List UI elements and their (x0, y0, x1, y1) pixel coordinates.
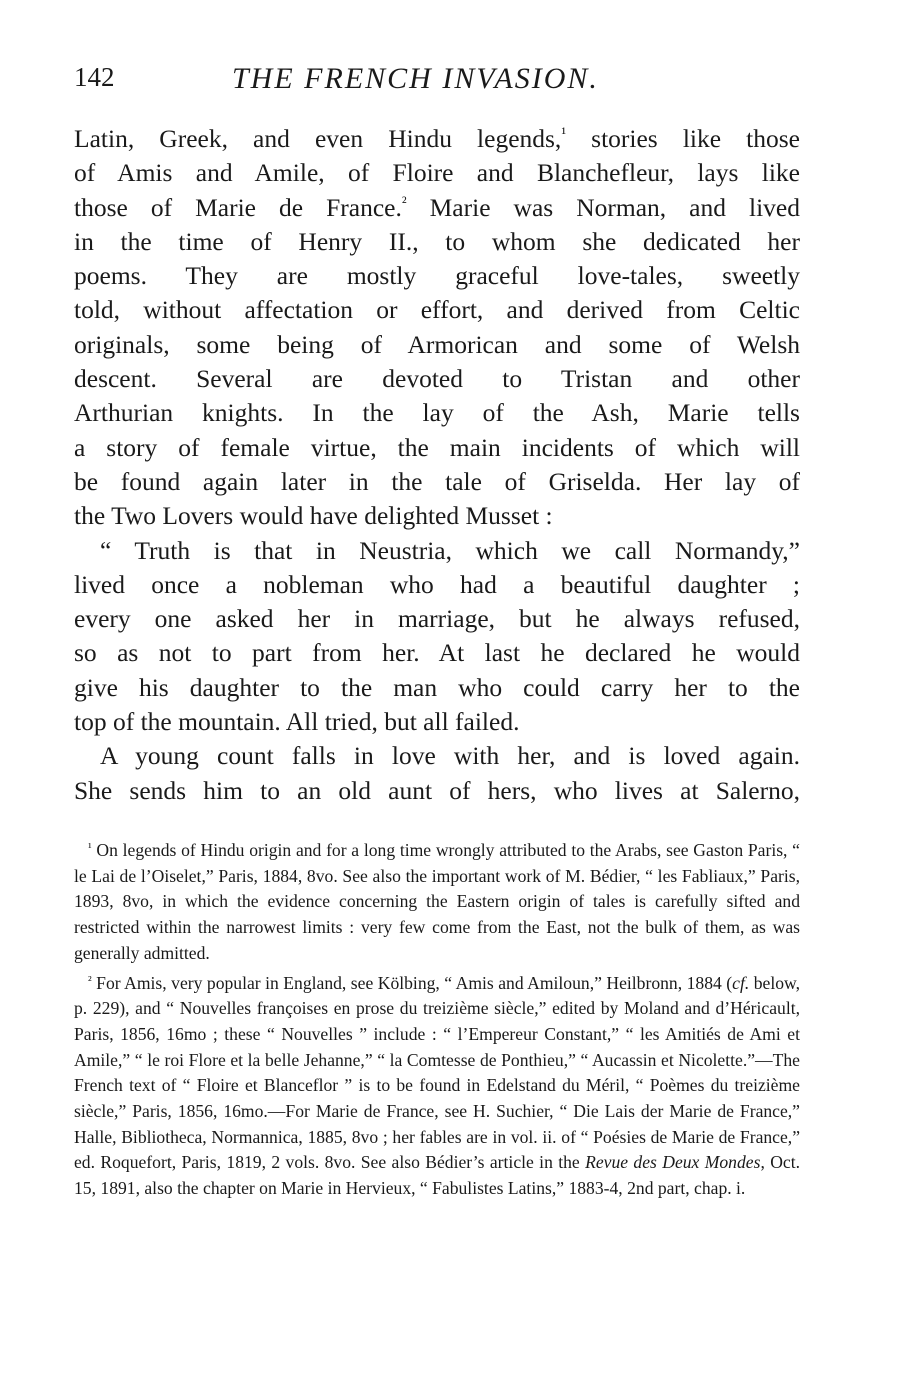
text-line: told, without affectation or effort, and derived from Celtic (74, 295, 800, 325)
text-line: a story of female virtue, the main incidents of which will (74, 432, 800, 462)
text-line: every one asked her in marriage, but he always refused, (74, 604, 800, 634)
text-line: top of the mountain. All tried, but all failed. (74, 707, 520, 737)
running-title: THE FRENCH INVASION. (232, 62, 599, 95)
text-line: A young count falls in love with her, and is loved again. (100, 741, 800, 771)
footnote-1: $^{^1}$ On legends of Hindu origin and for a long time wrongly attributed to the Arabs, see Gaston Paris, “ le Lai de l’Oiselet,” Paris, 1884, 8vo. See also the important work of M. Bédier, “ les Fabliaux,” Paris, 1893, 8vo, in which the evidence concerning the Eastern origin of tales is carefully sifted and restricted within the narrowest limits : very few come from the East, not the bulk of them, as was generally admitted. (74, 840, 800, 963)
footnote-mark: ¹ (88, 840, 92, 855)
text-line: be found again later in the tale of Griselda. Her lay of (74, 466, 800, 496)
footnote-ref: ² (401, 193, 407, 211)
text-line: give his daughter to the man who could carry her to the (74, 672, 800, 702)
text-line: poems. They are mostly graceful love-tales, sweetly (74, 261, 800, 291)
body-text (74, 122, 800, 808)
text-line: “ Truth is that in Neustria, which we call Normandy,” (100, 535, 800, 565)
text-line: descent. Several are devoted to Tristan and other (74, 364, 800, 394)
text-line: those of Marie de France.$^{^2}$ Marie was Norman, and lived (74, 192, 800, 222)
text-line: Arthurian knights. In the lay of the Ash, Marie tells (74, 398, 800, 428)
text-line: lived once a nobleman who had a beautiful daughter ; (74, 569, 800, 599)
text-line: so as not to part from her. At last he declared he would (74, 638, 800, 668)
text-line: Latin, Greek, and even Hindu legends,$^{^1}$ stories like those (74, 124, 800, 153)
text-line: of Amis and Amile, of Floire and Blanchefleur, lays like (74, 158, 800, 188)
journal-title: Revue des Deux Mondes (585, 1152, 761, 1173)
text-line: originals, some being of Armorican and some of Welsh (74, 329, 800, 359)
text-line: in the time of Henry II., to whom she dedicated her (74, 226, 800, 256)
footnote-mark: ² (88, 973, 92, 988)
footnote-2: $^{^2}$ For Amis, very popular in England, see Kölbing, “ Amis and Amiloun,” Heilbronn, 1884 (cf. below, p. 229), and “ Nouvelles françoises en prose du treizième siècle,” edited by Moland and d’Héricault, Paris, 1856, 16mo ; these “ Nouvelles ” include : “ l’Empereur Constant,” “ les Amitiés de Ami et Amile,” “ le roi Flore et la belle Jehanne,” “ la Comtesse de Ponthieu,” “ Aucassin et Nicolette.”—The French text of “ Floire et Blanceflor ” is to be found in Edelstand du Méril, “ Poèmes du treizième siècle,” Paris, 1856, 16mo.—For Marie de France, see H. Suchier, “ Die Lais der Marie de France,” Halle, Bibliotheca, Normannica, 1885, 8vo ; her fables are in vol. ii. of “ Poésies de Marie de France,” ed. Roquefort, Paris, 1819, 2 vols. 8vo. See also Bédier’s article in the Revue des Deux Mondes, Oct. 15, 1891, also the chapter on Marie in Hervieux, “ Fabulistes Latins,” 1883-4, 2nd part, chap. i. (74, 972, 801, 1199)
italic-cf: cf. (732, 972, 750, 993)
footnote-ref: ¹ (561, 125, 567, 143)
footnotes (74, 838, 800, 1202)
text-line: the Two Lovers would have delighted Musset : (74, 501, 553, 531)
text-line: She sends him to an old aunt of hers, who lives at Salerno, (74, 775, 800, 805)
page-number: 142 (74, 62, 115, 92)
page-header (74, 62, 800, 102)
